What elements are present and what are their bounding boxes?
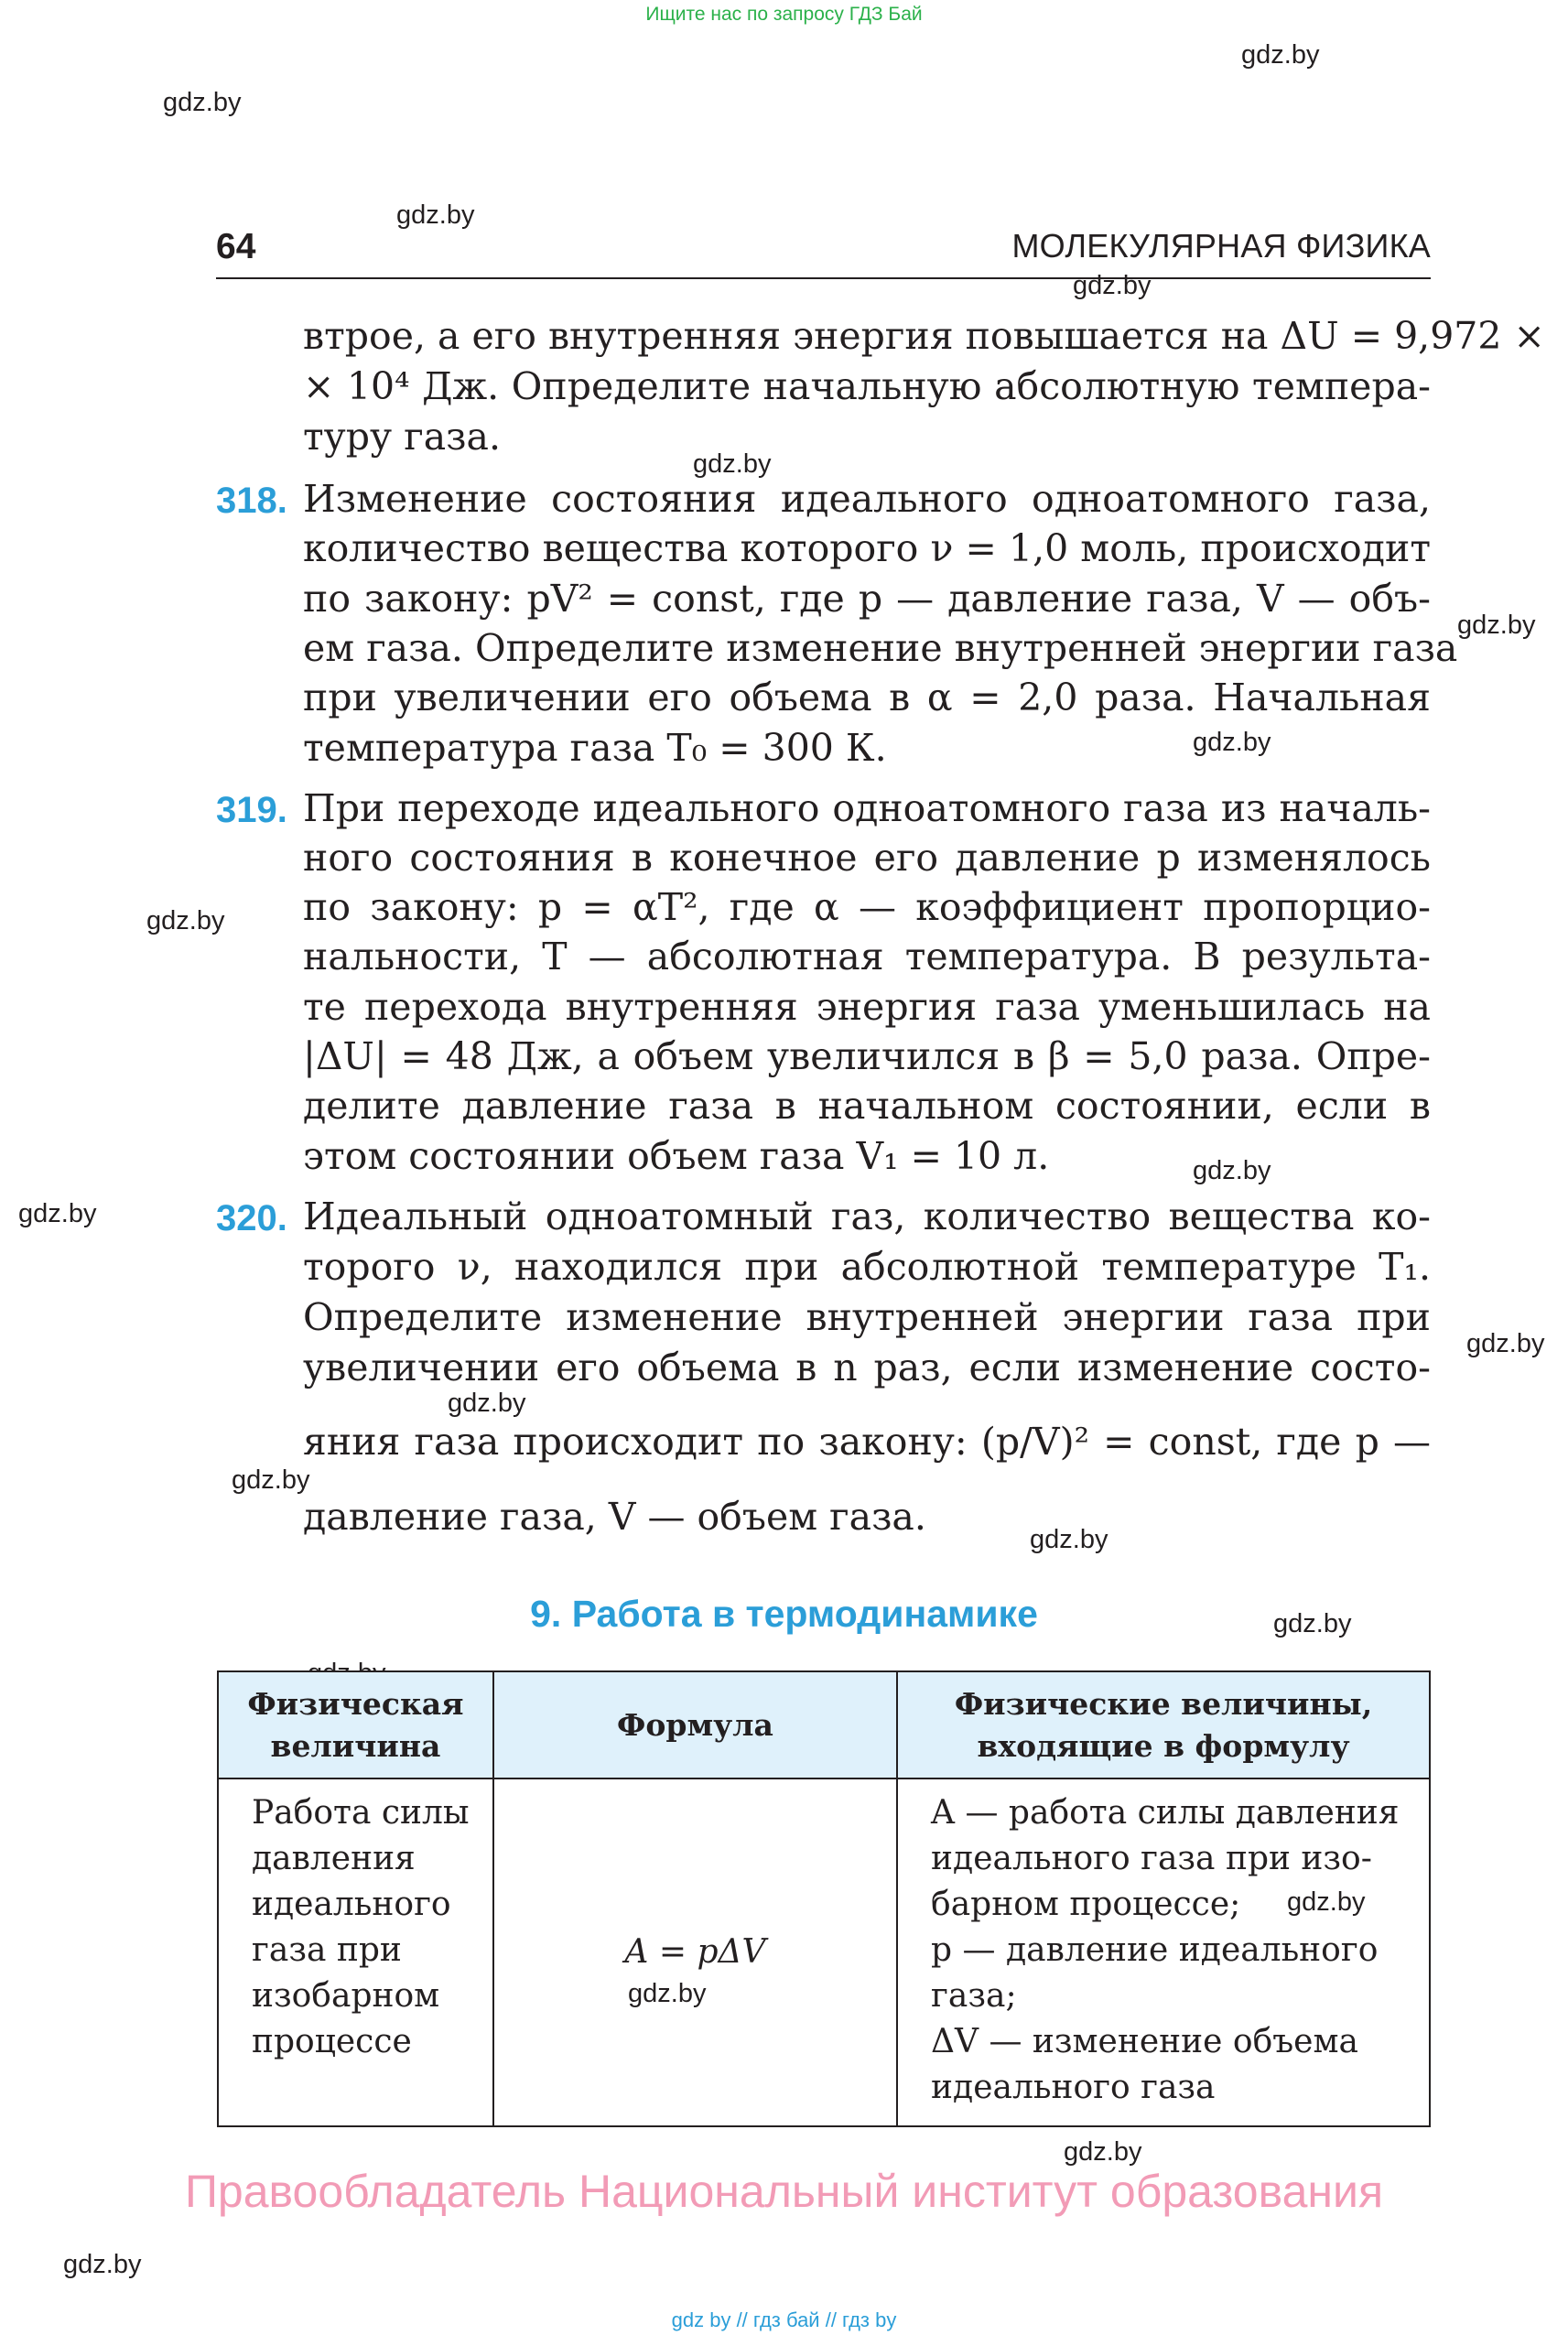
bottom-links[interactable]: gdz by // гдз бай // гдз by <box>671 2308 897 2331</box>
table-header: Физическая величина <box>218 1671 493 1778</box>
watermark: gdz.by <box>1287 1887 1366 1917</box>
formula-table <box>217 1670 1431 2127</box>
text-line: делите давление газа в начальном состоянии, если в <box>303 1084 1431 1128</box>
table-row <box>218 1778 1430 2126</box>
table-header: Формула <box>493 1671 897 1778</box>
copyright-holder: Правообладатель Национальный институт образования <box>184 2166 1384 2217</box>
watermark: gdz.by <box>1064 2137 1142 2167</box>
cell-line: газа при <box>252 1931 402 1969</box>
formula: A = pΔV <box>624 1933 766 1971</box>
page-number: 64 <box>216 227 256 266</box>
watermark: gdz.by <box>1457 611 1536 640</box>
text-line: по закону: p = αT², где α — коэффициент пропорцио- <box>303 885 1431 929</box>
section-title: 9. Работа в термодинамике <box>530 1593 1038 1635</box>
cell-line: идеального <box>252 1886 451 1923</box>
cell-line: ΔV — изменение объема <box>931 2023 1358 2060</box>
description-cell <box>897 1778 1430 2126</box>
watermark: gdz.by <box>1193 1156 1271 1185</box>
text-line: количество вещества которого ν = 1,0 моль, происходит <box>303 526 1431 570</box>
watermark: gdz.by <box>232 1465 310 1495</box>
table-header: Физические величины, входящие в формулу <box>897 1671 1430 1778</box>
watermark: gdz.by <box>1193 728 1271 757</box>
cell-line: идеального газа при изо- <box>931 1840 1372 1877</box>
cell-line: барном процессе; <box>931 1886 1241 1923</box>
quantity-cell <box>218 1778 493 2126</box>
text-line: Идеальный одноатомный газ, количество вещества ко- <box>303 1195 1431 1238</box>
watermark: gdz.by <box>163 88 242 117</box>
text-line: нальности, T — абсолютная температура. В результа- <box>303 935 1431 978</box>
text-line: ного состояния в конечное его давление p изменялось <box>303 836 1431 880</box>
text-line: ем газа. Определите изменение внутренней энергии газа <box>303 626 1458 670</box>
text-line: торого ν, находился при абсолютной температуре T₁. <box>303 1245 1431 1289</box>
cell-line: идеального газа <box>931 2069 1216 2106</box>
problem-number-318: 318. <box>216 481 287 521</box>
text-line: При переходе идеального одноатомного газа из началь- <box>303 786 1431 830</box>
text-line: давление газа, V — объем газа. <box>303 1495 926 1539</box>
table-header-row <box>218 1671 1430 1778</box>
text-line: туру газа. <box>303 415 501 459</box>
running-title: МОЛЕКУЛЯРНАЯ ФИЗИКА <box>1011 227 1431 265</box>
watermark: gdz.by <box>396 200 475 230</box>
cell-line: Работа силы <box>252 1794 470 1832</box>
watermark: gdz.by <box>1030 1525 1108 1554</box>
text-line: температура газа T₀ = 300 К. <box>303 726 887 770</box>
header-rule <box>216 277 1431 279</box>
watermark: gdz.by <box>448 1389 526 1418</box>
watermark: gdz.by <box>1466 1329 1545 1358</box>
watermark: gdz.by <box>146 906 225 935</box>
text-line: при увеличении его объема в α = 2,0 раза. Начальная <box>303 676 1431 719</box>
text-line: Изменение состояния идеального одноатомного газа, <box>303 477 1431 521</box>
text-line: яния газа происходит по закону: (p/V)² = const, где p — <box>303 1420 1431 1464</box>
problem-number-319: 319. <box>216 790 287 830</box>
watermark: gdz.by <box>18 1199 97 1228</box>
cell-line: p — давление идеального <box>931 1931 1379 1969</box>
cell-line: давления <box>252 1840 416 1877</box>
cell-line: газа; <box>931 1977 1017 2015</box>
watermark: gdz.by <box>1073 271 1152 300</box>
text-line: втрое, а его внутренняя энергия повышается на ΔU = 9,972 × <box>303 314 1545 358</box>
cell-line: изобарном <box>252 1977 440 2015</box>
watermark: gdz.by <box>1273 1609 1352 1638</box>
text-line: |ΔU| = 48 Дж, а объем увеличился в β = 5,0 раза. Опре- <box>303 1034 1431 1078</box>
top-search-banner: Ищите нас по запросу ГДЗ Бай <box>645 4 923 25</box>
text-line: по закону: pV² = const, где p — давление газа, V — объ- <box>303 577 1431 621</box>
watermark: gdz.by <box>63 2250 142 2279</box>
text-line: увеличении его объема в n раз, если изменение состо- <box>303 1346 1431 1389</box>
formula-cell <box>493 1778 897 2126</box>
text-line: Определите изменение внутренней энергии газа при <box>303 1295 1431 1339</box>
watermark: gdz.by <box>628 1979 707 2008</box>
watermark: gdz.by <box>693 449 772 479</box>
text-line: × 10⁴ Дж. Определите начальную абсолютную темпера- <box>303 364 1431 408</box>
watermark: gdz.by <box>1241 40 1320 70</box>
cell-line: A — работа силы давления <box>931 1794 1400 1832</box>
text-line: этом состоянии объем газа V₁ = 10 л. <box>303 1134 1050 1178</box>
text-line: те перехода внутренняя энергия газа уменьшилась на <box>303 985 1431 1029</box>
cell-line: процессе <box>252 2023 412 2060</box>
problem-number-320: 320. <box>216 1198 287 1238</box>
